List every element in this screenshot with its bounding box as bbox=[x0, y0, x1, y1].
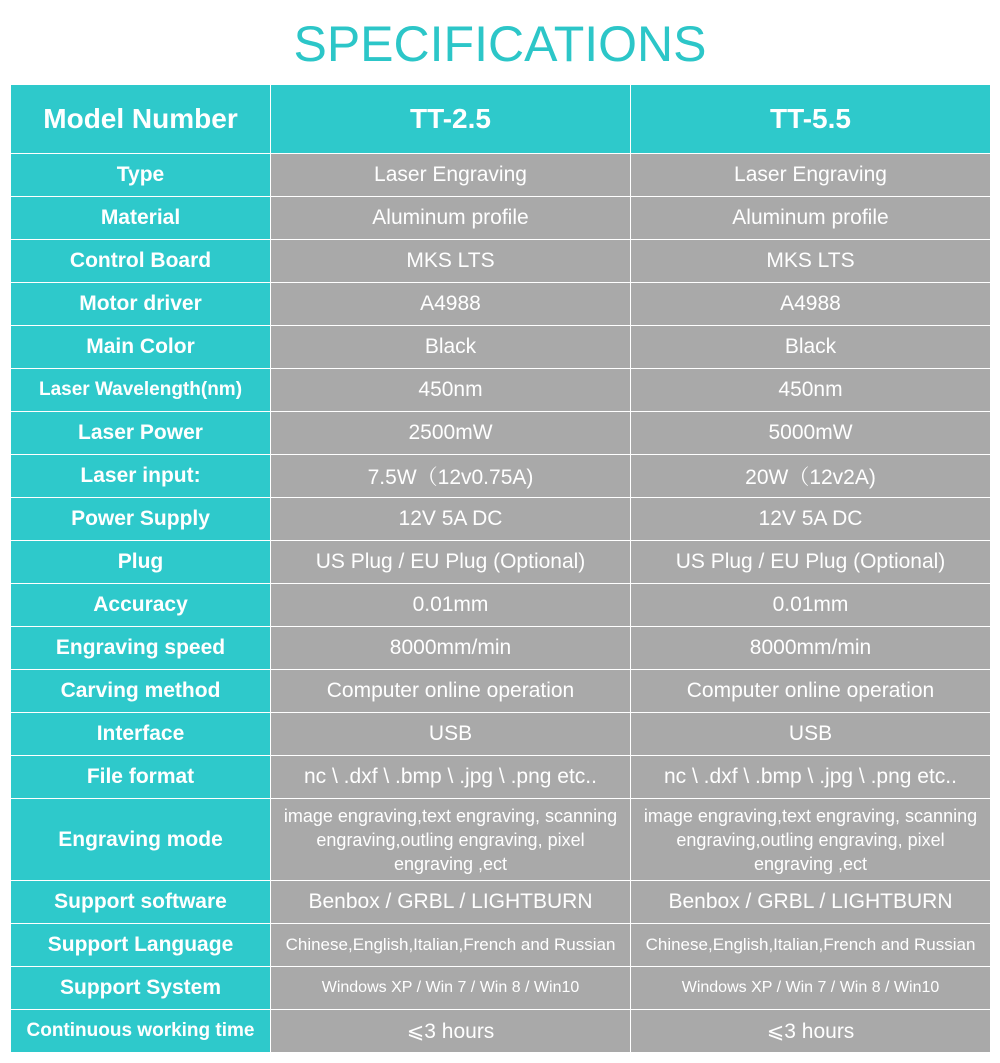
header-model-a: TT-2.5 bbox=[271, 85, 631, 154]
row-label: Accuracy bbox=[11, 584, 271, 627]
row-label: Motor driver bbox=[11, 283, 271, 326]
row-value-a: Windows XP / Win 7 / Win 8 / Win10 bbox=[271, 967, 631, 1010]
table-row bbox=[11, 756, 991, 799]
row-value-a: Laser Engraving bbox=[271, 154, 631, 197]
table-row bbox=[11, 326, 991, 369]
table-row bbox=[11, 154, 991, 197]
row-label: Material bbox=[11, 197, 271, 240]
row-value-b: Computer online operation bbox=[631, 670, 991, 713]
table-row bbox=[11, 584, 991, 627]
row-value-b: ⩽3 hours bbox=[631, 1010, 991, 1053]
row-value-b: USB bbox=[631, 713, 991, 756]
table-row bbox=[11, 713, 991, 756]
table-row bbox=[11, 799, 991, 881]
row-value-b: nc \ .dxf \ .bmp \ .jpg \ .png etc.. bbox=[631, 756, 991, 799]
table-header-row bbox=[11, 85, 991, 154]
row-label: Engraving speed bbox=[11, 627, 271, 670]
row-value-a: nc \ .dxf \ .bmp \ .jpg \ .png etc.. bbox=[271, 756, 631, 799]
row-value-a: MKS LTS bbox=[271, 240, 631, 283]
table-row bbox=[11, 498, 991, 541]
row-label: Carving method bbox=[11, 670, 271, 713]
table-row bbox=[11, 369, 991, 412]
row-value-a: 450nm bbox=[271, 369, 631, 412]
row-value-b: Windows XP / Win 7 / Win 8 / Win10 bbox=[631, 967, 991, 1010]
row-value-a: USB bbox=[271, 713, 631, 756]
table-row bbox=[11, 881, 991, 924]
row-value-a: Computer online operation bbox=[271, 670, 631, 713]
row-value-a: Black bbox=[271, 326, 631, 369]
row-value-b: 8000mm/min bbox=[631, 627, 991, 670]
row-value-b: image engraving,text engraving, scanning engraving,outling engraving, pixel engraving ,ect bbox=[631, 799, 991, 881]
row-value-a: Aluminum profile bbox=[271, 197, 631, 240]
row-value-b: Aluminum profile bbox=[631, 197, 991, 240]
row-value-a: 0.01mm bbox=[271, 584, 631, 627]
row-label: Plug bbox=[11, 541, 271, 584]
row-value-a: Benbox / GRBL / LIGHTBURN bbox=[271, 881, 631, 924]
table-row bbox=[11, 197, 991, 240]
row-value-a: US Plug / EU Plug (Optional) bbox=[271, 541, 631, 584]
row-label: Continuous working time bbox=[11, 1010, 271, 1053]
row-label: Type bbox=[11, 154, 271, 197]
row-label: Laser Wavelength(nm) bbox=[11, 369, 271, 412]
row-value-b: 20W（12v2A) bbox=[631, 455, 991, 498]
table-row bbox=[11, 412, 991, 455]
specifications-table bbox=[10, 84, 991, 1053]
row-value-a: 7.5W（12v0.75A) bbox=[271, 455, 631, 498]
row-label: Power Supply bbox=[11, 498, 271, 541]
row-value-a: A4988 bbox=[271, 283, 631, 326]
table-row bbox=[11, 541, 991, 584]
row-label: Engraving mode bbox=[11, 799, 271, 881]
row-value-b: 450nm bbox=[631, 369, 991, 412]
row-value-a: 2500mW bbox=[271, 412, 631, 455]
row-label: Interface bbox=[11, 713, 271, 756]
table-row bbox=[11, 455, 991, 498]
row-value-a: Chinese,English,Italian,French and Russian bbox=[271, 924, 631, 967]
table-row bbox=[11, 627, 991, 670]
row-value-a: image engraving,text engraving, scanning engraving,outling engraving, pixel engraving ,ect bbox=[271, 799, 631, 881]
row-value-a: 8000mm/min bbox=[271, 627, 631, 670]
row-label: Support System bbox=[11, 967, 271, 1010]
row-label: Support Language bbox=[11, 924, 271, 967]
row-label: Laser input: bbox=[11, 455, 271, 498]
row-value-a: ⩽3 hours bbox=[271, 1010, 631, 1053]
table-row bbox=[11, 283, 991, 326]
row-value-b: MKS LTS bbox=[631, 240, 991, 283]
row-value-b: Black bbox=[631, 326, 991, 369]
row-value-b: Laser Engraving bbox=[631, 154, 991, 197]
row-label: Laser Power bbox=[11, 412, 271, 455]
row-value-b: Chinese,English,Italian,French and Russian bbox=[631, 924, 991, 967]
header-label: Model Number bbox=[11, 85, 271, 154]
table-row bbox=[11, 924, 991, 967]
row-value-b: 12V 5A DC bbox=[631, 498, 991, 541]
row-value-b: Benbox / GRBL / LIGHTBURN bbox=[631, 881, 991, 924]
page-title: SPECIFICATIONS bbox=[293, 16, 707, 72]
row-label: Main Color bbox=[11, 326, 271, 369]
row-label: Support software bbox=[11, 881, 271, 924]
row-value-b: US Plug / EU Plug (Optional) bbox=[631, 541, 991, 584]
header-model-b: TT-5.5 bbox=[631, 85, 991, 154]
row-label: File format bbox=[11, 756, 271, 799]
row-value-b: A4988 bbox=[631, 283, 991, 326]
row-value-b: 5000mW bbox=[631, 412, 991, 455]
table-row bbox=[11, 967, 991, 1010]
row-value-a: 12V 5A DC bbox=[271, 498, 631, 541]
table-row bbox=[11, 1010, 991, 1053]
row-label: Control Board bbox=[11, 240, 271, 283]
table-row bbox=[11, 670, 991, 713]
row-value-b: 0.01mm bbox=[631, 584, 991, 627]
table-row bbox=[11, 240, 991, 283]
